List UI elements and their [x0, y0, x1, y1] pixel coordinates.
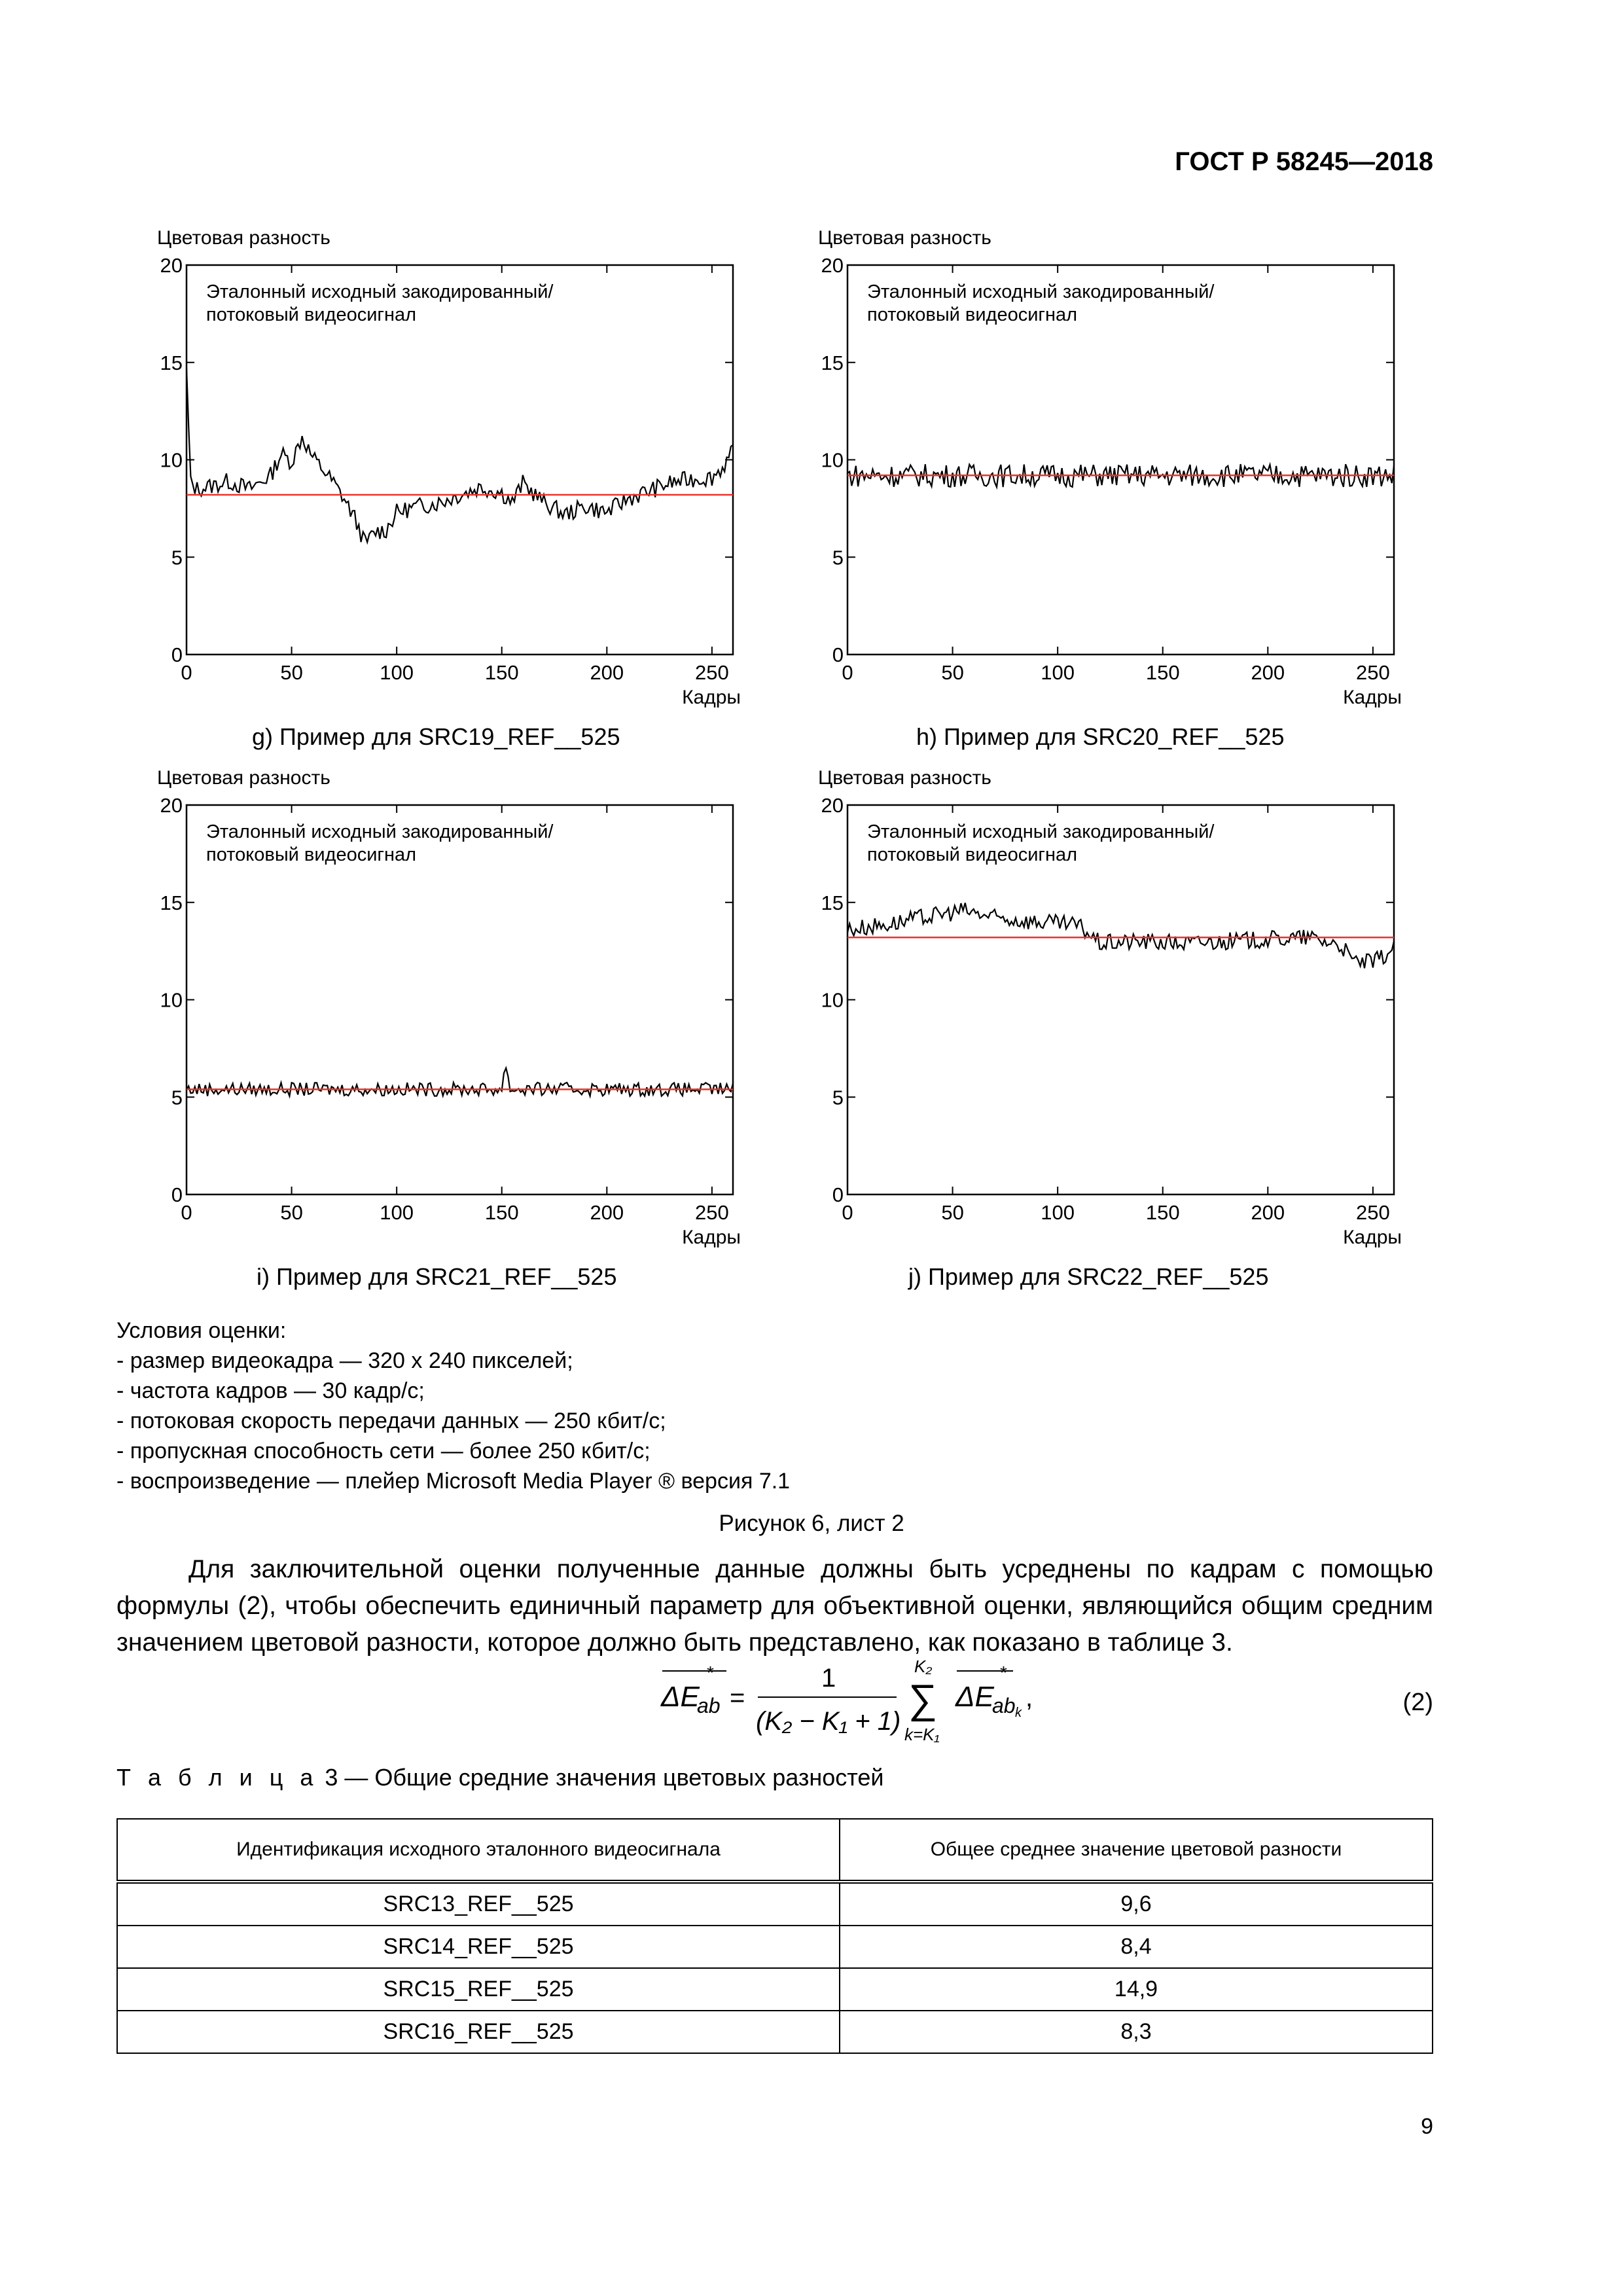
- x-tick-label: 0: [842, 661, 853, 684]
- x-tick-label: 50: [280, 661, 303, 684]
- table-cell: 9,6: [840, 1882, 1433, 1926]
- table-cell: 14,9: [840, 1968, 1433, 2011]
- y-tick-label: 15: [821, 351, 844, 374]
- table-title: [116, 1764, 884, 1791]
- formula-term-star: *: [1000, 1662, 1007, 1683]
- document-code: ГОСТ Р 58245—2018: [1175, 147, 1433, 176]
- table-header-cell: Общее среднее значение цветовой разности: [840, 1819, 1433, 1882]
- data-trace: [187, 1068, 733, 1096]
- table-cell: SRC14_REF__525: [117, 1926, 840, 1968]
- table-header-row: [117, 1819, 1433, 1882]
- condition-item: - пропускная способность сети — более 250 кбит/с;: [116, 1439, 651, 1463]
- condition-item: - частота кадров — 30 кадр/с;: [116, 1378, 425, 1403]
- x-tick-label: 200: [1251, 661, 1285, 684]
- y-tick-label: 15: [160, 891, 183, 914]
- x-tick-label: 100: [1041, 1201, 1075, 1224]
- y-tick-label: 5: [171, 1086, 183, 1109]
- y-tick-label: 15: [160, 351, 183, 374]
- formula-lhs: ΔE: [661, 1681, 700, 1713]
- chart-g: [151, 226, 772, 708]
- x-tick-label: 0: [842, 1201, 853, 1224]
- formula-star: *: [707, 1662, 714, 1683]
- chart-h: [812, 226, 1433, 708]
- y-axis-label: Цветовая разность: [157, 227, 330, 249]
- legend-text: потоковый видеосигнал: [206, 844, 417, 865]
- condition-item: - потоковая скорость передачи данных — 250 кбит/с;: [116, 1408, 666, 1433]
- table-cell: 8,4: [840, 1926, 1433, 1968]
- x-tick-label: 50: [280, 1201, 303, 1224]
- formula-2: [654, 1659, 1060, 1744]
- table-cell: 8,3: [840, 2011, 1433, 2053]
- y-tick-label: 10: [160, 448, 183, 472]
- y-tick-label: 0: [171, 1183, 183, 1206]
- y-tick-label: 5: [171, 546, 183, 569]
- y-tick-label: 20: [160, 254, 183, 277]
- x-tick-label: 250: [695, 661, 729, 684]
- table-row: [117, 2011, 1433, 2053]
- results-table: [116, 1818, 1433, 2054]
- x-tick-label: 50: [941, 1201, 964, 1224]
- chart-j: [812, 766, 1433, 1248]
- data-trace: [187, 368, 733, 543]
- y-tick-label: 10: [821, 448, 844, 472]
- x-tick-label: 0: [181, 661, 192, 684]
- y-tick-label: 5: [832, 546, 844, 569]
- formula-lhs-sub: ab: [697, 1694, 721, 1717]
- legend-text: потоковый видеосигнал: [867, 304, 1078, 325]
- y-axis-label: Цветовая разность: [818, 767, 991, 789]
- formula-term: ΔE: [955, 1681, 994, 1713]
- condition-item: - размер видеокадра — 320 x 240 пикселей;: [116, 1348, 573, 1373]
- legend-text: Эталонный исходный закодированный/: [206, 821, 554, 842]
- y-tick-label: 0: [171, 643, 183, 666]
- x-axis-label: Кадры: [682, 1227, 741, 1248]
- formula-numerator: 1: [821, 1664, 836, 1693]
- formula-term-subsub: k: [1015, 1706, 1022, 1720]
- page-number: 9: [1421, 2114, 1433, 2139]
- x-tick-label: 200: [590, 661, 624, 684]
- y-tick-label: 15: [821, 891, 844, 914]
- table-row: [117, 1926, 1433, 1968]
- x-tick-label: 100: [380, 1201, 414, 1224]
- x-tick-label: 150: [484, 661, 519, 684]
- y-axis-label: Цветовая разность: [157, 767, 330, 789]
- table-cell: SRC13_REF__525: [117, 1882, 840, 1926]
- chart-caption-j: j) Пример для SRC22_REF__525: [908, 1263, 1269, 1290]
- table-cell: SRC15_REF__525: [117, 1968, 840, 2011]
- x-axis-label: Кадры: [1343, 1227, 1402, 1248]
- x-tick-label: 150: [1145, 1201, 1180, 1224]
- y-tick-label: 20: [821, 254, 844, 277]
- formula-number: (2): [1402, 1689, 1433, 1716]
- x-tick-label: 250: [1356, 1201, 1390, 1224]
- x-tick-label: 200: [1251, 1201, 1285, 1224]
- table-row: [117, 1968, 1433, 2011]
- y-tick-label: 10: [821, 988, 844, 1012]
- data-trace: [847, 903, 1394, 969]
- legend-text: потоковый видеосигнал: [867, 844, 1078, 865]
- table-cell: SRC16_REF__525: [117, 2011, 840, 2053]
- x-axis-label: Кадры: [1343, 687, 1402, 708]
- chart-svg-i: [151, 766, 772, 1248]
- x-tick-label: 150: [1145, 661, 1180, 684]
- body-paragraph: Для заключительной оценки полученные данные должны быть усреднены по кадрам с помощью формулы (2), чтобы обеспечить единичный параметр для объективной оценки, являющийся общим средним значением цветовой разности, которое должно быть представлено, как показано в таблице 3.: [116, 1555, 1433, 1657]
- condition-item: - воспроизведение — плейер Microsoft Media Player ® версия 7.1: [116, 1469, 791, 1494]
- legend-text: Эталонный исходный закодированный/: [206, 281, 554, 302]
- y-tick-label: 20: [821, 794, 844, 817]
- formula-sum-sign: ∑: [908, 1677, 938, 1722]
- legend-text: Эталонный исходный закодированный/: [867, 821, 1215, 842]
- formula-equals: =: [730, 1683, 745, 1712]
- x-tick-label: 50: [941, 661, 964, 684]
- legend-text: потоковый видеосигнал: [206, 304, 417, 325]
- table-title-rest: 3 — Общие средние значения цветовых разностей: [318, 1764, 884, 1791]
- chart-caption-i: i) Пример для SRC21_REF__525: [257, 1263, 617, 1290]
- legend-text: Эталонный исходный закодированный/: [867, 281, 1215, 302]
- chart-svg-h: [812, 226, 1433, 708]
- x-tick-label: 250: [695, 1201, 729, 1224]
- table-header-cell: Идентификация исходного эталонного видеосигнала: [117, 1819, 840, 1882]
- chart-i: [151, 766, 772, 1248]
- chart-svg-g: [151, 226, 772, 708]
- y-tick-label: 20: [160, 794, 183, 817]
- x-tick-label: 0: [181, 1201, 192, 1224]
- chart-svg-j: [812, 766, 1433, 1248]
- formula-sum-lower: k=K₁: [904, 1725, 940, 1744]
- x-tick-label: 200: [590, 1201, 624, 1224]
- formula-term-sub: ab: [992, 1694, 1016, 1717]
- y-tick-label: 5: [832, 1086, 844, 1109]
- x-tick-label: 100: [380, 661, 414, 684]
- chart-caption-g: g) Пример для SRC19_REF__525: [252, 723, 620, 750]
- formula-denominator: (K₂ − K₁ + 1): [756, 1707, 901, 1736]
- y-axis-label: Цветовая разность: [818, 227, 991, 249]
- y-tick-label: 0: [832, 643, 844, 666]
- table-row: [117, 1882, 1433, 1926]
- table-title-label: Т а б л и ц а: [116, 1764, 319, 1791]
- formula-trail: ,: [1026, 1683, 1033, 1712]
- formula-sum-upper: K₂: [914, 1659, 933, 1676]
- evaluation-conditions: [116, 1316, 790, 1496]
- chart-caption-h: h) Пример для SRC20_REF__525: [916, 723, 1285, 750]
- x-tick-label: 100: [1041, 661, 1075, 684]
- x-axis-label: Кадры: [682, 687, 741, 708]
- y-tick-label: 0: [832, 1183, 844, 1206]
- y-tick-label: 10: [160, 988, 183, 1012]
- x-tick-label: 250: [1356, 661, 1390, 684]
- figure-title: Рисунок 6, лист 2: [719, 1511, 904, 1536]
- conditions-title: Условия оценки:: [116, 1318, 287, 1343]
- x-tick-label: 150: [484, 1201, 519, 1224]
